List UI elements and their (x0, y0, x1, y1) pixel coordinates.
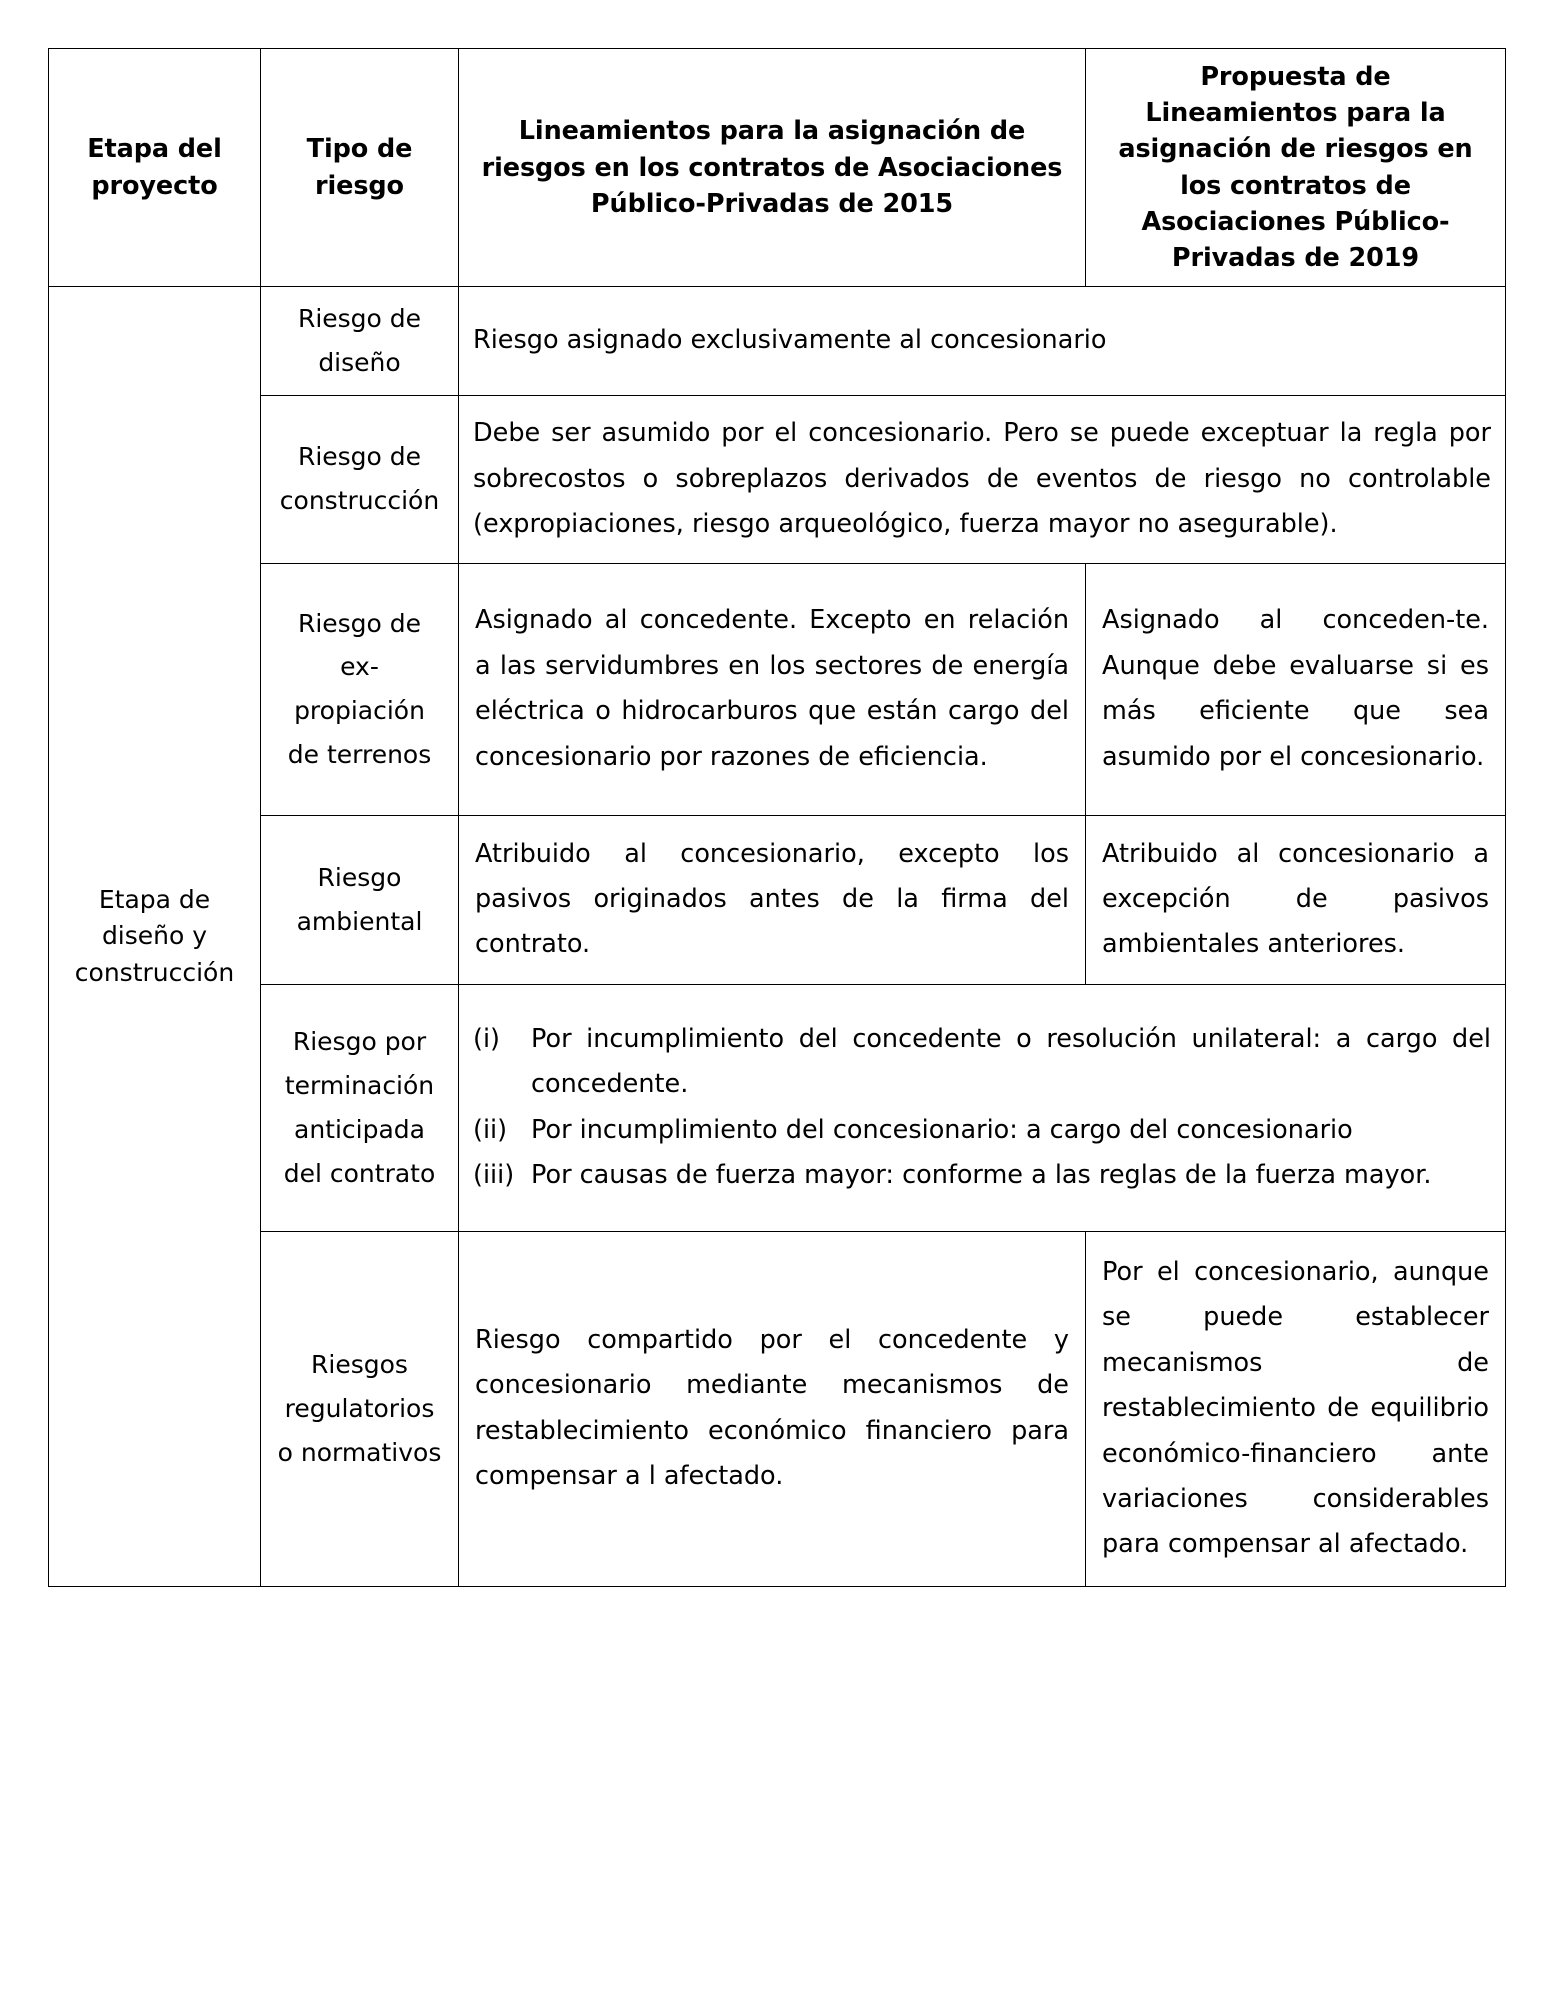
table-row (49, 395, 1506, 563)
risk-description-expropriation-2019: Asignado al conceden-te. Aunque debe evaluarse si es más eficiente que sea asumido por el concesionario. (1086, 563, 1506, 815)
risk-type-regulatory: Riesgos regulatorios o normativos (261, 1231, 459, 1586)
risk-type-expropriation: Riesgo de ex-propiación de terrenos (261, 563, 459, 815)
list-marker: (iii) (473, 1160, 515, 1191)
risk-description-environmental-2019: Atribuido al concesionario a excepción de pasivos ambientales anteriores. (1086, 815, 1506, 984)
risk-description-regulatory-2019: Por el concesionario, aunque se puede establecer mecanismos de restablecimiento de equilibrio económico-financiero ante variaciones considerables para compensar al afectado. (1086, 1231, 1506, 1586)
risk-type-design: Riesgo de diseño (261, 287, 459, 396)
table-row (49, 984, 1506, 1231)
table-row (49, 1231, 1506, 1586)
table-row (49, 287, 1506, 396)
list-item-text: Por incumplimiento del concesionario: a cargo del concesionario (531, 1114, 1353, 1145)
termination-causes-list (473, 1017, 1491, 1199)
risk-type-early-termination: Riesgo por terminación anticipada del contrato (261, 984, 459, 1231)
list-marker: (i) (473, 1024, 500, 1055)
list-item-text: Por incumplimiento del concedente o resolución unilateral: a cargo del concedente. (531, 1024, 1491, 1100)
risk-type-environmental: Riesgo ambiental (261, 815, 459, 984)
column-header-guidelines-2019: Propuesta de Lineamientos para la asignación de riesgos en los contratos de Asociaciones Público-Privadas de 2019 (1086, 49, 1506, 287)
table-header (49, 49, 1506, 287)
list-item (473, 1153, 1491, 1198)
risk-description-environmental-2015: Atribuido al concesionario, excepto los pasivos originados antes de la firma del contrato. (459, 815, 1086, 984)
column-header-guidelines-2015: Lineamientos para la asignación de riesgos en los contratos de Asociaciones Público-Privadas de 2015 (459, 49, 1086, 287)
risk-type-construction: Riesgo de construcción (261, 395, 459, 563)
header-row (49, 49, 1506, 287)
column-header-risk-type: Tipo de riesgo (261, 49, 459, 287)
list-item (473, 1108, 1491, 1153)
list-item (473, 1017, 1491, 1108)
risk-description-regulatory-2015: Riesgo compartido por el concedente y concesionario mediante mecanismos de restablecimiento económico financiero para compensar a l afectado. (459, 1231, 1086, 1586)
column-header-stage: Etapa del proyecto (49, 49, 261, 287)
list-marker: (ii) (473, 1114, 508, 1145)
list-item-text: Por causas de fuerza mayor: conforme a las reglas de la fuerza mayor. (531, 1160, 1432, 1191)
risk-description-expropriation-2015: Asignado al concedente. Excepto en relación a las servidumbres en los sectores de energía eléctrica o hidrocarburos que están cargo del concesionario por razones de eficiencia. (459, 563, 1086, 815)
risk-description-construction: Debe ser asumido por el concesionario. Pero se puede exceptuar la regla por sobrecostos o sobreplazos derivados de eventos de riesgo no controlable (expropiaciones, riesgo arqueológico, fuerza mayor no asegurable). (459, 395, 1506, 563)
risk-description-design: Riesgo asignado exclusivamente al concesionario (459, 287, 1506, 396)
table-row (49, 563, 1506, 815)
risk-allocation-table (48, 48, 1506, 1587)
table-row (49, 815, 1506, 984)
stage-cell-design-construction: Etapa de diseño y construcción (49, 287, 261, 1587)
table-body (49, 287, 1506, 1587)
risk-description-early-termination (459, 984, 1506, 1231)
